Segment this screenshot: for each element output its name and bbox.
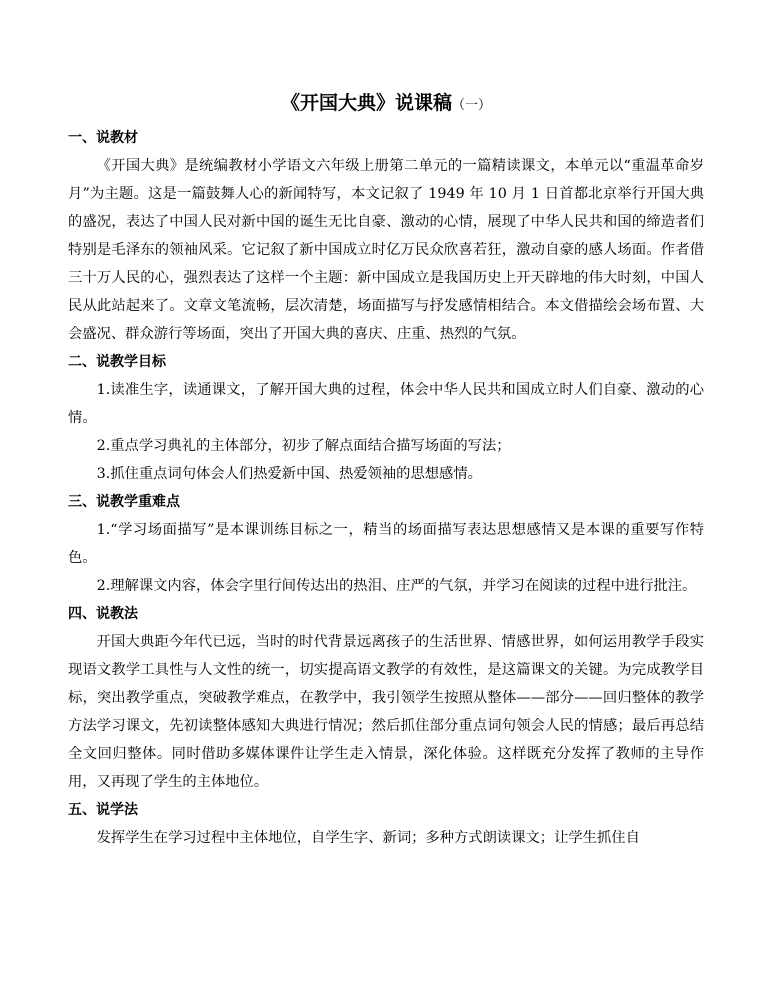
section-teaching-goals xyxy=(68,348,704,488)
section-key-difficulties xyxy=(68,488,704,600)
document-page xyxy=(68,88,704,852)
paragraph: 发挥学生在学习过程中主体地位，自学生字、新词；多种方式朗读课文；让学生抓住自 xyxy=(96,830,640,846)
section-heading: 二、说教学目标 xyxy=(68,354,166,370)
paragraph: 2.理解课文内容，体会字里行间传达出的热泪、庄严的气氛，并学习在阅读的过程中进行批注。 xyxy=(96,578,697,594)
paragraph: 开国大典距今年代已远，当时的时代背景远离孩子的生活世界、情感世界，如何运用教学手段实现语文教学工具性与人文性的统一，切实提高语文教学的有效性，是这篇课文的关键。为完成教学目标，突出教学重点，突破教学难点，在教学中，我引领学生按照从整体——部分——回归整体的教学方法学习课文，先初读整体感知大典进行情况；然后抓住部分重点词句领会人民的情感；最后再总结全文回归整体。同时借助多媒体课件让学生走入情景，深化体验。这样既充分发挥了教师的主导作用，又再现了学生的主体地位。 xyxy=(68,634,704,790)
section-heading: 五、说学法 xyxy=(68,802,138,818)
paragraph: 3.抓住重点词句体会人们热爱新中国、热爱领袖的思想感情。 xyxy=(96,466,482,482)
section-heading: 一、说教材 xyxy=(68,130,138,146)
section-learning-method xyxy=(68,796,704,852)
section-heading: 三、说教学重难点 xyxy=(68,494,180,510)
section-textbook xyxy=(68,124,704,348)
paragraph: 2.重点学习典礼的主体部分，初步了解点面结合描写场面的写法； xyxy=(96,438,511,454)
title-main: 《开国大典》说课稿 xyxy=(280,92,452,114)
section-heading: 四、说教法 xyxy=(68,606,138,622)
page-title xyxy=(68,88,704,118)
paragraph: 1.读准生字，读通课文，了解开国大典的过程，体会中华人民共和国成立时人们自豪、激动的心情。 xyxy=(68,382,704,426)
title-sub: （一） xyxy=(452,98,492,113)
section-teaching-method xyxy=(68,600,704,796)
paragraph: 《开国大典》是统编教材小学语文六年级上册第二单元的一篇精读课文，本单元以“重温革命岁月”为主题。这是一篇鼓舞人心的新闻特写，本文记叙了 1949 年 10 月 1 日首都北京举行开国大典的盛况，表达了中国人民对新中国的诞生无比自豪、激动的心情，展现了中华人民共和国的缔造者们特别是毛泽东的领袖风采。它记叙了新中国成立时亿万民众欣喜若狂，激动自豪的感人场面。作者借三十万人民的心，强烈表达了这样一个主题：新中国成立是我国历史上开天辟地的伟大时刻，中国人民从此站起来了。文章文笔流畅，层次清楚，场面描写与抒发感情相结合。本文借描绘会场布置、大会盛况、群众游行等场面，突出了开国大典的喜庆、庄重、热烈的气氛。 xyxy=(68,158,704,342)
paragraph: 1.“学习场面描写”是本课训练目标之一，精当的场面描写表达思想感情又是本课的重要写作特色。 xyxy=(68,522,704,566)
